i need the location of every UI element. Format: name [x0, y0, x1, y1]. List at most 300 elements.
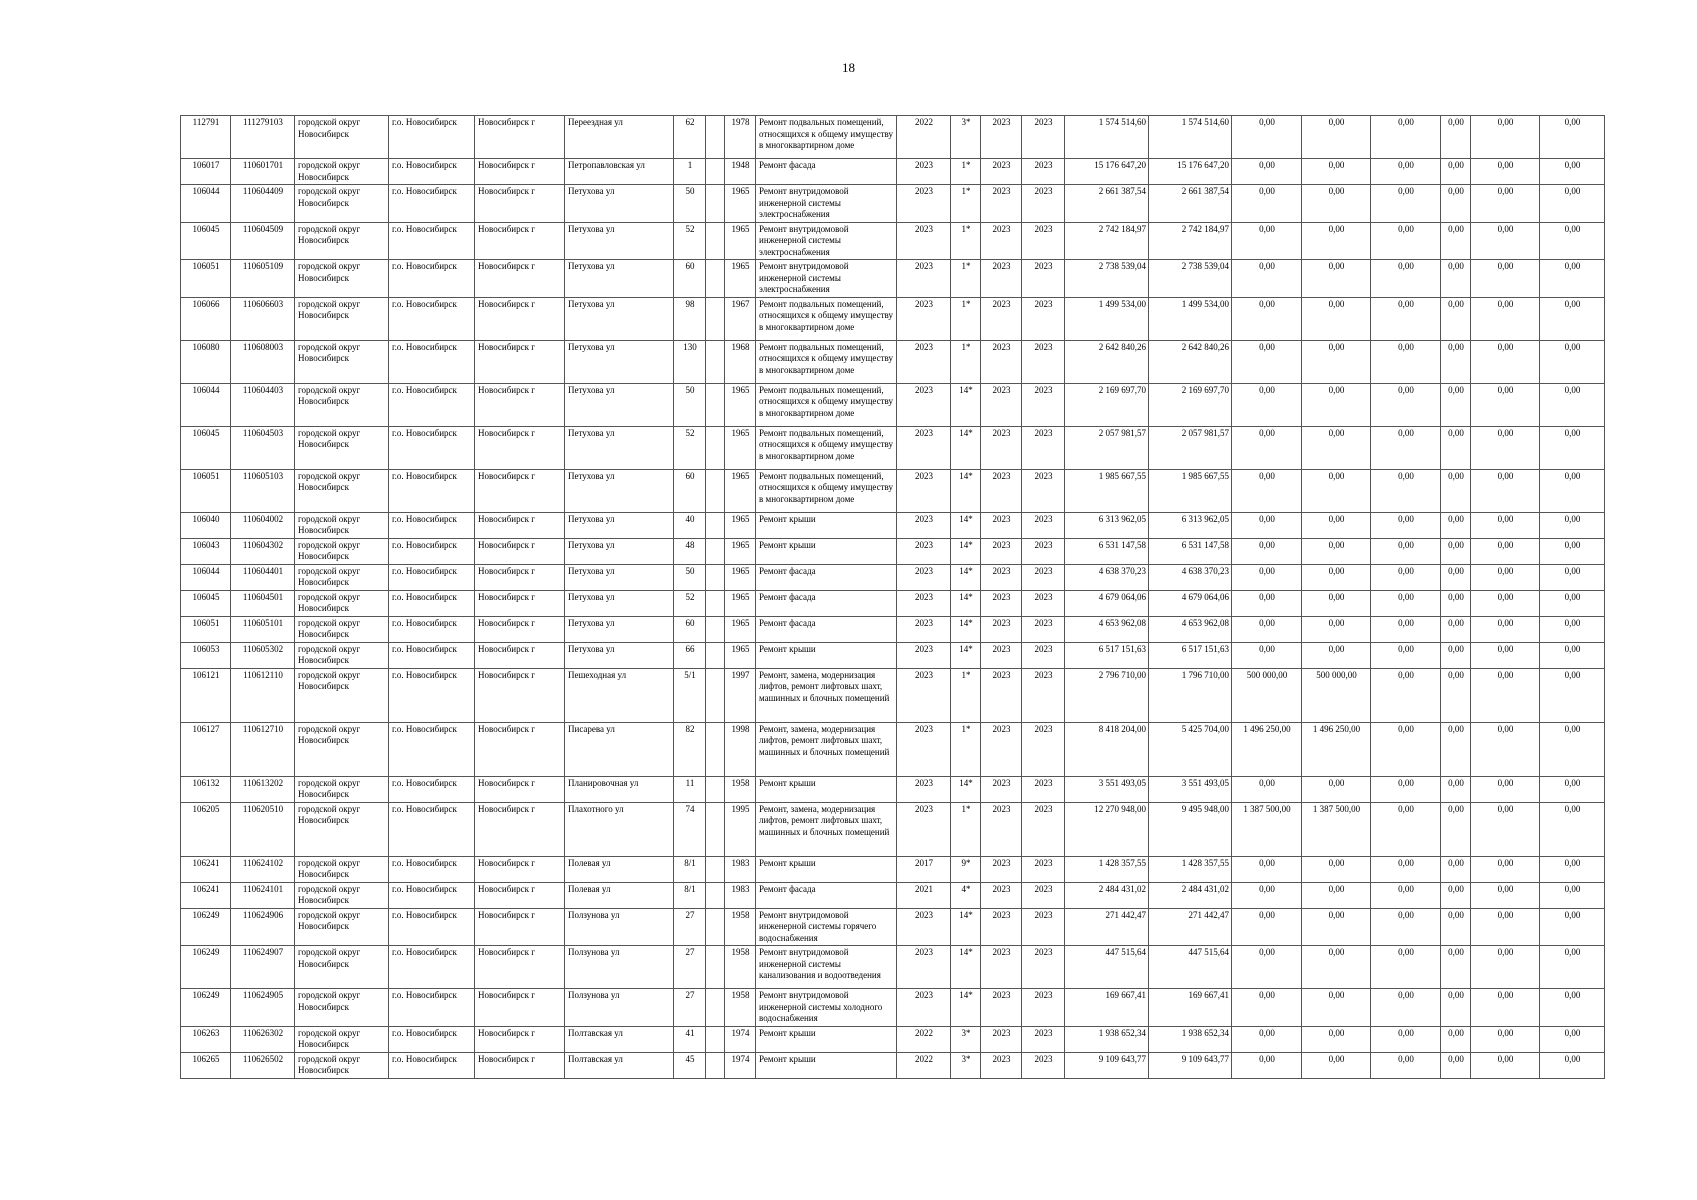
house-id-cell: 106263 — [181, 1026, 231, 1052]
end-year-cell: 2023 — [1022, 426, 1065, 469]
table-row — [181, 776, 1605, 802]
house-number-cell: 98 — [674, 297, 706, 340]
cost-4-cell: 0,00 — [1302, 159, 1371, 185]
priority-cell: 3* — [951, 1026, 981, 1052]
cost-8-cell: 0,00 — [1540, 776, 1605, 802]
start-year-cell: 2023 — [981, 426, 1022, 469]
fund-cost-cell: 2 484 431,02 — [1149, 882, 1232, 908]
house-id-cell: 106066 — [181, 297, 231, 340]
house-number-cell: 48 — [674, 538, 706, 564]
house-id-cell: 106051 — [181, 260, 231, 298]
district-cell: г.о. Новосибирск — [389, 989, 475, 1027]
building-cell — [706, 426, 725, 469]
city-cell: Новосибирск г — [475, 802, 565, 856]
street-cell: Петухова ул — [565, 185, 674, 223]
work-code-cell: 110613202 — [231, 776, 295, 802]
fund-cost-cell: 2 169 697,70 — [1149, 383, 1232, 426]
building-cell — [706, 159, 725, 185]
end-year-cell: 2023 — [1022, 590, 1065, 616]
cost-4-cell: 0,00 — [1302, 882, 1371, 908]
work-code-cell: 110604401 — [231, 564, 295, 590]
work-type-cell: Ремонт подвальных помещений, относящихся к общему имуществу в многоквартирном доме — [756, 340, 897, 383]
priority-cell: 9* — [951, 856, 981, 882]
plan-year-cell: 2023 — [897, 426, 951, 469]
cost-4-cell: 0,00 — [1302, 856, 1371, 882]
cost-3-cell: 0,00 — [1232, 340, 1302, 383]
priority-cell: 14* — [951, 989, 981, 1027]
cost-7-cell: 0,00 — [1471, 908, 1540, 946]
plan-year-cell: 2017 — [897, 856, 951, 882]
cost-8-cell: 0,00 — [1540, 590, 1605, 616]
municipality-cell: городской округ Новосибирск — [295, 426, 389, 469]
table-row — [181, 340, 1605, 383]
fund-cost-cell: 1 499 534,00 — [1149, 297, 1232, 340]
district-cell: г.о. Новосибирск — [389, 1052, 475, 1078]
cost-8-cell: 0,00 — [1540, 616, 1605, 642]
start-year-cell: 2023 — [981, 776, 1022, 802]
end-year-cell: 2023 — [1022, 946, 1065, 989]
end-year-cell: 2023 — [1022, 469, 1065, 512]
cost-8-cell: 0,00 — [1540, 426, 1605, 469]
cost-6-cell: 0,00 — [1441, 1026, 1471, 1052]
work-code-cell: 110624907 — [231, 946, 295, 989]
work-type-cell: Ремонт фасада — [756, 159, 897, 185]
building-cell — [706, 564, 725, 590]
year-built-cell: 1965 — [725, 616, 756, 642]
street-cell: Плахотного ул — [565, 802, 674, 856]
cost-3-cell: 0,00 — [1232, 564, 1302, 590]
cost-6-cell: 0,00 — [1441, 856, 1471, 882]
plan-year-cell: 2023 — [897, 590, 951, 616]
total-cost-cell: 2 642 840,26 — [1065, 340, 1149, 383]
priority-cell: 1* — [951, 159, 981, 185]
cost-6-cell: 0,00 — [1441, 668, 1471, 722]
plan-year-cell: 2023 — [897, 776, 951, 802]
table-row — [181, 856, 1605, 882]
cost-4-cell: 0,00 — [1302, 776, 1371, 802]
municipality-cell: городской округ Новосибирск — [295, 1026, 389, 1052]
building-cell — [706, 989, 725, 1027]
cost-7-cell: 0,00 — [1471, 722, 1540, 776]
year-built-cell: 1974 — [725, 1052, 756, 1078]
cost-5-cell: 0,00 — [1371, 776, 1441, 802]
priority-cell: 14* — [951, 538, 981, 564]
work-code-cell: 110624906 — [231, 908, 295, 946]
house-id-cell: 106040 — [181, 512, 231, 538]
cost-7-cell: 0,00 — [1471, 469, 1540, 512]
cost-4-cell: 0,00 — [1302, 469, 1371, 512]
cost-3-cell: 0,00 — [1232, 383, 1302, 426]
building-cell — [706, 1026, 725, 1052]
cost-5-cell: 0,00 — [1371, 512, 1441, 538]
total-cost-cell: 2 484 431,02 — [1065, 882, 1149, 908]
table-row — [181, 722, 1605, 776]
house-id-cell: 106121 — [181, 668, 231, 722]
city-cell: Новосибирск г — [475, 159, 565, 185]
cost-7-cell: 0,00 — [1471, 802, 1540, 856]
cost-8-cell: 0,00 — [1540, 222, 1605, 260]
fund-cost-cell: 2 742 184,97 — [1149, 222, 1232, 260]
street-cell: Ползунова ул — [565, 908, 674, 946]
total-cost-cell: 2 796 710,00 — [1065, 668, 1149, 722]
building-cell — [706, 802, 725, 856]
priority-cell: 1* — [951, 222, 981, 260]
priority-cell: 1* — [951, 802, 981, 856]
cost-7-cell: 0,00 — [1471, 668, 1540, 722]
year-built-cell: 1968 — [725, 340, 756, 383]
district-cell: г.о. Новосибирск — [389, 426, 475, 469]
cost-3-cell: 0,00 — [1232, 590, 1302, 616]
municipality-cell: городской округ Новосибирск — [295, 222, 389, 260]
district-cell: г.о. Новосибирск — [389, 222, 475, 260]
city-cell: Новосибирск г — [475, 642, 565, 668]
total-cost-cell: 1 428 357,55 — [1065, 856, 1149, 882]
year-built-cell: 1965 — [725, 590, 756, 616]
start-year-cell: 2023 — [981, 512, 1022, 538]
cost-6-cell: 0,00 — [1441, 989, 1471, 1027]
plan-year-cell: 2023 — [897, 668, 951, 722]
table-row — [181, 159, 1605, 185]
start-year-cell: 2023 — [981, 383, 1022, 426]
start-year-cell: 2023 — [981, 297, 1022, 340]
cost-4-cell: 0,00 — [1302, 946, 1371, 989]
house-number-cell: 52 — [674, 426, 706, 469]
work-code-cell: 110604002 — [231, 512, 295, 538]
street-cell: Полтавская ул — [565, 1026, 674, 1052]
city-cell: Новосибирск г — [475, 260, 565, 298]
cost-4-cell: 0,00 — [1302, 1052, 1371, 1078]
city-cell: Новосибирск г — [475, 668, 565, 722]
plan-year-cell: 2023 — [897, 642, 951, 668]
street-cell: Петухова ул — [565, 642, 674, 668]
fund-cost-cell: 1 574 514,60 — [1149, 116, 1232, 159]
district-cell: г.о. Новосибирск — [389, 159, 475, 185]
house-number-cell: 52 — [674, 222, 706, 260]
total-cost-cell: 2 169 697,70 — [1065, 383, 1149, 426]
total-cost-cell: 1 985 667,55 — [1065, 469, 1149, 512]
city-cell: Новосибирск г — [475, 1052, 565, 1078]
total-cost-cell: 8 418 204,00 — [1065, 722, 1149, 776]
table-row — [181, 383, 1605, 426]
city-cell: Новосибирск г — [475, 340, 565, 383]
cost-7-cell: 0,00 — [1471, 1052, 1540, 1078]
fund-cost-cell: 4 653 962,08 — [1149, 616, 1232, 642]
house-number-cell: 5/1 — [674, 668, 706, 722]
work-type-cell: Ремонт внутридомовой инженерной системы электроснабжения — [756, 185, 897, 223]
cost-3-cell: 0,00 — [1232, 185, 1302, 223]
work-type-cell: Ремонт подвальных помещений, относящихся к общему имуществу в многоквартирном доме — [756, 426, 897, 469]
work-code-cell: 110612110 — [231, 668, 295, 722]
house-id-cell: 106241 — [181, 882, 231, 908]
cost-5-cell: 0,00 — [1371, 340, 1441, 383]
cost-5-cell: 0,00 — [1371, 538, 1441, 564]
work-code-cell: 110606603 — [231, 297, 295, 340]
start-year-cell: 2023 — [981, 538, 1022, 564]
cost-4-cell: 0,00 — [1302, 185, 1371, 223]
street-cell: Ползунова ул — [565, 989, 674, 1027]
street-cell: Ползунова ул — [565, 946, 674, 989]
year-built-cell: 1965 — [725, 222, 756, 260]
work-code-cell: 110624102 — [231, 856, 295, 882]
table-row — [181, 469, 1605, 512]
city-cell: Новосибирск г — [475, 946, 565, 989]
start-year-cell: 2023 — [981, 564, 1022, 590]
end-year-cell: 2023 — [1022, 908, 1065, 946]
plan-year-cell: 2023 — [897, 260, 951, 298]
work-type-cell: Ремонт крыши — [756, 512, 897, 538]
city-cell: Новосибирск г — [475, 185, 565, 223]
house-number-cell: 62 — [674, 116, 706, 159]
work-type-cell: Ремонт подвальных помещений, относящихся к общему имуществу в многоквартирном доме — [756, 297, 897, 340]
total-cost-cell: 2 742 184,97 — [1065, 222, 1149, 260]
building-cell — [706, 722, 725, 776]
work-code-cell: 110605101 — [231, 616, 295, 642]
end-year-cell: 2023 — [1022, 116, 1065, 159]
table-row — [181, 260, 1605, 298]
district-cell: г.о. Новосибирск — [389, 260, 475, 298]
start-year-cell: 2023 — [981, 116, 1022, 159]
work-type-cell: Ремонт крыши — [756, 1052, 897, 1078]
cost-7-cell: 0,00 — [1471, 426, 1540, 469]
house-id-cell: 106045 — [181, 222, 231, 260]
fund-cost-cell: 4 679 064,06 — [1149, 590, 1232, 616]
building-cell — [706, 222, 725, 260]
cost-5-cell: 0,00 — [1371, 116, 1441, 159]
cost-3-cell: 0,00 — [1232, 222, 1302, 260]
house-number-cell: 60 — [674, 260, 706, 298]
district-cell: г.о. Новосибирск — [389, 642, 475, 668]
end-year-cell: 2023 — [1022, 538, 1065, 564]
start-year-cell: 2023 — [981, 340, 1022, 383]
cost-4-cell: 0,00 — [1302, 116, 1371, 159]
cost-6-cell: 0,00 — [1441, 159, 1471, 185]
cost-3-cell: 0,00 — [1232, 1052, 1302, 1078]
building-cell — [706, 1052, 725, 1078]
house-id-cell: 106043 — [181, 538, 231, 564]
work-code-cell: 111279103 — [231, 116, 295, 159]
cost-6-cell: 0,00 — [1441, 908, 1471, 946]
house-number-cell: 8/1 — [674, 856, 706, 882]
fund-cost-cell: 271 442,47 — [1149, 908, 1232, 946]
cost-6-cell: 0,00 — [1441, 340, 1471, 383]
table-row — [181, 590, 1605, 616]
cost-6-cell: 0,00 — [1441, 297, 1471, 340]
year-built-cell: 1983 — [725, 882, 756, 908]
cost-5-cell: 0,00 — [1371, 469, 1441, 512]
cost-7-cell: 0,00 — [1471, 882, 1540, 908]
cost-7-cell: 0,00 — [1471, 159, 1540, 185]
building-cell — [706, 185, 725, 223]
cost-5-cell: 0,00 — [1371, 802, 1441, 856]
cost-5-cell: 0,00 — [1371, 260, 1441, 298]
work-type-cell: Ремонт внутридомовой инженерной системы горячего водоснабжения — [756, 908, 897, 946]
cost-5-cell: 0,00 — [1371, 616, 1441, 642]
house-number-cell: 52 — [674, 590, 706, 616]
start-year-cell: 2023 — [981, 882, 1022, 908]
city-cell: Новосибирск г — [475, 116, 565, 159]
start-year-cell: 2023 — [981, 1026, 1022, 1052]
municipality-cell: городской округ Новосибирск — [295, 185, 389, 223]
end-year-cell: 2023 — [1022, 642, 1065, 668]
house-id-cell: 112791 — [181, 116, 231, 159]
house-number-cell: 27 — [674, 989, 706, 1027]
house-number-cell: 41 — [674, 1026, 706, 1052]
cost-5-cell: 0,00 — [1371, 1052, 1441, 1078]
cost-4-cell: 0,00 — [1302, 222, 1371, 260]
plan-year-cell: 2023 — [897, 989, 951, 1027]
total-cost-cell: 271 442,47 — [1065, 908, 1149, 946]
district-cell: г.о. Новосибирск — [389, 908, 475, 946]
building-cell — [706, 882, 725, 908]
house-number-cell: 11 — [674, 776, 706, 802]
end-year-cell: 2023 — [1022, 802, 1065, 856]
cost-4-cell: 0,00 — [1302, 512, 1371, 538]
year-built-cell: 1948 — [725, 159, 756, 185]
work-type-cell: Ремонт, замена, модернизация лифтов, ремонт лифтовых шахт, машинных и блочных помещений — [756, 802, 897, 856]
cost-5-cell: 0,00 — [1371, 908, 1441, 946]
cost-4-cell: 0,00 — [1302, 297, 1371, 340]
cost-7-cell: 0,00 — [1471, 512, 1540, 538]
total-cost-cell: 1 574 514,60 — [1065, 116, 1149, 159]
building-cell — [706, 116, 725, 159]
house-id-cell: 106044 — [181, 185, 231, 223]
priority-cell: 1* — [951, 297, 981, 340]
municipality-cell: городской округ Новосибирск — [295, 159, 389, 185]
start-year-cell: 2023 — [981, 1052, 1022, 1078]
cost-6-cell: 0,00 — [1441, 1052, 1471, 1078]
cost-7-cell: 0,00 — [1471, 383, 1540, 426]
plan-year-cell: 2023 — [897, 383, 951, 426]
year-built-cell: 1983 — [725, 856, 756, 882]
cost-8-cell: 0,00 — [1540, 722, 1605, 776]
cost-4-cell: 500 000,00 — [1302, 668, 1371, 722]
building-cell — [706, 616, 725, 642]
fund-cost-cell: 9 495 948,00 — [1149, 802, 1232, 856]
priority-cell: 3* — [951, 116, 981, 159]
house-number-cell: 82 — [674, 722, 706, 776]
work-type-cell: Ремонт крыши — [756, 776, 897, 802]
cost-5-cell: 0,00 — [1371, 222, 1441, 260]
cost-7-cell: 0,00 — [1471, 340, 1540, 383]
total-cost-cell: 12 270 948,00 — [1065, 802, 1149, 856]
plan-year-cell: 2022 — [897, 116, 951, 159]
municipality-cell: городской округ Новосибирск — [295, 668, 389, 722]
cost-3-cell: 1 496 250,00 — [1232, 722, 1302, 776]
municipality-cell: городской округ Новосибирск — [295, 722, 389, 776]
street-cell: Пешеходная ул — [565, 668, 674, 722]
table-row — [181, 116, 1605, 159]
end-year-cell: 2023 — [1022, 159, 1065, 185]
cost-8-cell: 0,00 — [1540, 1026, 1605, 1052]
work-code-cell: 110604302 — [231, 538, 295, 564]
building-cell — [706, 538, 725, 564]
district-cell: г.о. Новосибирск — [389, 802, 475, 856]
street-cell: Петухова ул — [565, 260, 674, 298]
year-built-cell: 1965 — [725, 383, 756, 426]
cost-8-cell: 0,00 — [1540, 383, 1605, 426]
fund-cost-cell: 1 428 357,55 — [1149, 856, 1232, 882]
cost-3-cell: 0,00 — [1232, 538, 1302, 564]
table-row — [181, 946, 1605, 989]
table-row — [181, 185, 1605, 223]
table-row — [181, 802, 1605, 856]
municipality-cell: городской округ Новосибирск — [295, 260, 389, 298]
work-type-cell: Ремонт, замена, модернизация лифтов, ремонт лифтовых шахт, машинных и блочных помещений — [756, 668, 897, 722]
fund-cost-cell: 9 109 643,77 — [1149, 1052, 1232, 1078]
total-cost-cell: 2 738 539,04 — [1065, 260, 1149, 298]
municipality-cell: городской округ Новосибирск — [295, 590, 389, 616]
house-id-cell: 106045 — [181, 590, 231, 616]
table-row — [181, 882, 1605, 908]
cost-5-cell: 0,00 — [1371, 297, 1441, 340]
work-code-cell: 110601701 — [231, 159, 295, 185]
building-cell — [706, 642, 725, 668]
work-code-cell: 110604403 — [231, 383, 295, 426]
city-cell: Новосибирск г — [475, 426, 565, 469]
city-cell: Новосибирск г — [475, 297, 565, 340]
end-year-cell: 2023 — [1022, 1026, 1065, 1052]
cost-8-cell: 0,00 — [1540, 159, 1605, 185]
cost-3-cell: 1 387 500,00 — [1232, 802, 1302, 856]
plan-year-cell: 2021 — [897, 882, 951, 908]
cost-7-cell: 0,00 — [1471, 856, 1540, 882]
fund-cost-cell: 15 176 647,20 — [1149, 159, 1232, 185]
year-built-cell: 1978 — [725, 116, 756, 159]
street-cell: Петухова ул — [565, 383, 674, 426]
district-cell: г.о. Новосибирск — [389, 722, 475, 776]
cost-8-cell: 0,00 — [1540, 564, 1605, 590]
cost-8-cell: 0,00 — [1540, 989, 1605, 1027]
cost-8-cell: 0,00 — [1540, 856, 1605, 882]
priority-cell: 14* — [951, 564, 981, 590]
municipality-cell: городской округ Новосибирск — [295, 616, 389, 642]
cost-6-cell: 0,00 — [1441, 722, 1471, 776]
plan-year-cell: 2023 — [897, 908, 951, 946]
street-cell: Планировочная ул — [565, 776, 674, 802]
year-built-cell: 1995 — [725, 802, 756, 856]
city-cell: Новосибирск г — [475, 856, 565, 882]
cost-6-cell: 0,00 — [1441, 776, 1471, 802]
street-cell: Петухова ул — [565, 340, 674, 383]
house-number-cell: 1 — [674, 159, 706, 185]
building-cell — [706, 340, 725, 383]
municipality-cell: городской округ Новосибирск — [295, 802, 389, 856]
cost-5-cell: 0,00 — [1371, 1026, 1441, 1052]
priority-cell: 1* — [951, 340, 981, 383]
repair-program-table — [180, 115, 1605, 1079]
cost-6-cell: 0,00 — [1441, 538, 1471, 564]
start-year-cell: 2023 — [981, 668, 1022, 722]
cost-7-cell: 0,00 — [1471, 222, 1540, 260]
work-code-cell: 110605103 — [231, 469, 295, 512]
priority-cell: 14* — [951, 616, 981, 642]
plan-year-cell: 2023 — [897, 512, 951, 538]
city-cell: Новосибирск г — [475, 908, 565, 946]
cost-4-cell: 0,00 — [1302, 642, 1371, 668]
district-cell: г.о. Новосибирск — [389, 1026, 475, 1052]
cost-8-cell: 0,00 — [1540, 802, 1605, 856]
cost-7-cell: 0,00 — [1471, 185, 1540, 223]
street-cell: Петухова ул — [565, 222, 674, 260]
total-cost-cell: 1 499 534,00 — [1065, 297, 1149, 340]
cost-6-cell: 0,00 — [1441, 642, 1471, 668]
street-cell: Писарева ул — [565, 722, 674, 776]
cost-6-cell: 0,00 — [1441, 426, 1471, 469]
priority-cell: 14* — [951, 946, 981, 989]
house-number-cell: 50 — [674, 383, 706, 426]
table-row — [181, 564, 1605, 590]
end-year-cell: 2023 — [1022, 512, 1065, 538]
